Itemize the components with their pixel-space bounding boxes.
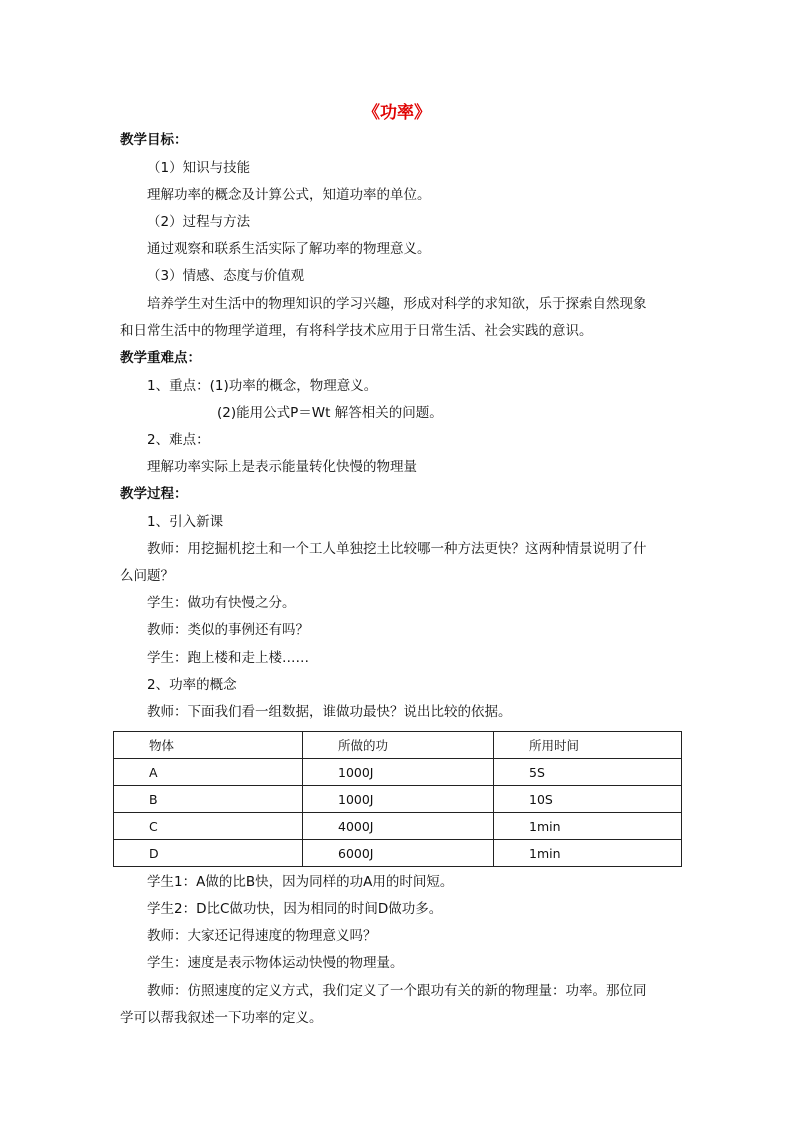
table-cell: D <box>114 840 303 867</box>
objective-1-text: 理解功率的概念及计算公式，知道功率的单位。 <box>147 187 431 203</box>
table-cell: 1min <box>494 813 682 840</box>
table-cell: 5S <box>494 759 682 786</box>
table-row <box>114 813 682 840</box>
objective-2-text: 通过观察和联系生活实际了解功率的物理意义。 <box>147 241 431 257</box>
process-section-1: 1、引入新课 <box>147 514 224 530</box>
key-point-1: 1、重点：(1)功率的概念，物理意义。 <box>147 378 378 394</box>
table-header-row <box>114 732 682 759</box>
table-header: 物体 <box>114 732 303 759</box>
key-points-heading: 教学重难点： <box>120 350 201 366</box>
objectives-heading: 教学目标： <box>120 132 188 148</box>
teacher-line-5a: 教师：仿照速度的定义方式，我们定义了一个跟功有关的新的物理量：功率。那位同 <box>147 983 647 999</box>
table-cell: 1000J <box>303 786 494 813</box>
teacher-question: 教师：大家还记得速度的物理意义吗？ <box>147 928 377 944</box>
table-cell: 4000J <box>303 813 494 840</box>
table-header: 所用时间 <box>494 732 682 759</box>
process-section-2: 2、功率的概念 <box>147 677 237 693</box>
key-point-2-text: 理解功率实际上是表示能量转化快慢的物理量 <box>147 459 417 475</box>
teacher-line-3: 教师：下面我们看一组数据，谁做功最快？说出比较的依据。 <box>147 704 512 720</box>
work-data-table <box>113 731 682 867</box>
document-title: 《功率》 <box>363 103 431 123</box>
objective-3-text-line1: 培养学生对生活中的物理知识的学习兴趣，形成对科学的求知欲，乐于探索自然现象 <box>147 296 647 312</box>
table-row <box>114 759 682 786</box>
table-cell: A <box>114 759 303 786</box>
student-answer-1: 学生1：A做的比B快，因为同样的功A用的时间短。 <box>147 874 454 890</box>
objective-3-label: （3）情感、态度与价值观 <box>147 268 305 284</box>
table-cell: 1000J <box>303 759 494 786</box>
objective-2-label: （2）过程与方法 <box>147 214 251 230</box>
key-point-2: 2、难点： <box>147 432 210 448</box>
table-cell: 6000J <box>303 840 494 867</box>
table-row <box>114 840 682 867</box>
key-point-1b: (2)能用公式P＝Wt 解答相关的问题。 <box>217 405 443 421</box>
objective-1-label: （1）知识与技能 <box>147 160 251 176</box>
table-cell: C <box>114 813 303 840</box>
table-row <box>114 786 682 813</box>
teacher-line-1a: 教师：用挖掘机挖土和一个工人单独挖土比较哪一种方法更快？这两种情景说明了什 <box>147 541 647 557</box>
table-cell: 1min <box>494 840 682 867</box>
table-header: 所做的功 <box>303 732 494 759</box>
objective-3-text-line2: 和日常生活中的物理学道理，有将科学技术应用于日常生活、社会实践的意识。 <box>120 323 593 339</box>
process-heading: 教学过程： <box>120 486 188 502</box>
teacher-line-5b: 学可以帮我叙述一下功率的定义。 <box>120 1010 323 1026</box>
student-answer-2: 学生2：D比C做功快，因为相同的时间D做功多。 <box>147 901 443 917</box>
student-line-2: 学生：跑上楼和走上楼…… <box>147 650 309 666</box>
table-cell: B <box>114 786 303 813</box>
student-answer-3: 学生：速度是表示物体运动快慢的物理量。 <box>147 955 404 971</box>
table-cell: 10S <box>494 786 682 813</box>
teacher-line-1b: 么问题？ <box>120 568 174 584</box>
teacher-line-2: 教师：类似的事例还有吗？ <box>147 622 309 638</box>
student-line-1: 学生：做功有快慢之分。 <box>147 595 296 611</box>
